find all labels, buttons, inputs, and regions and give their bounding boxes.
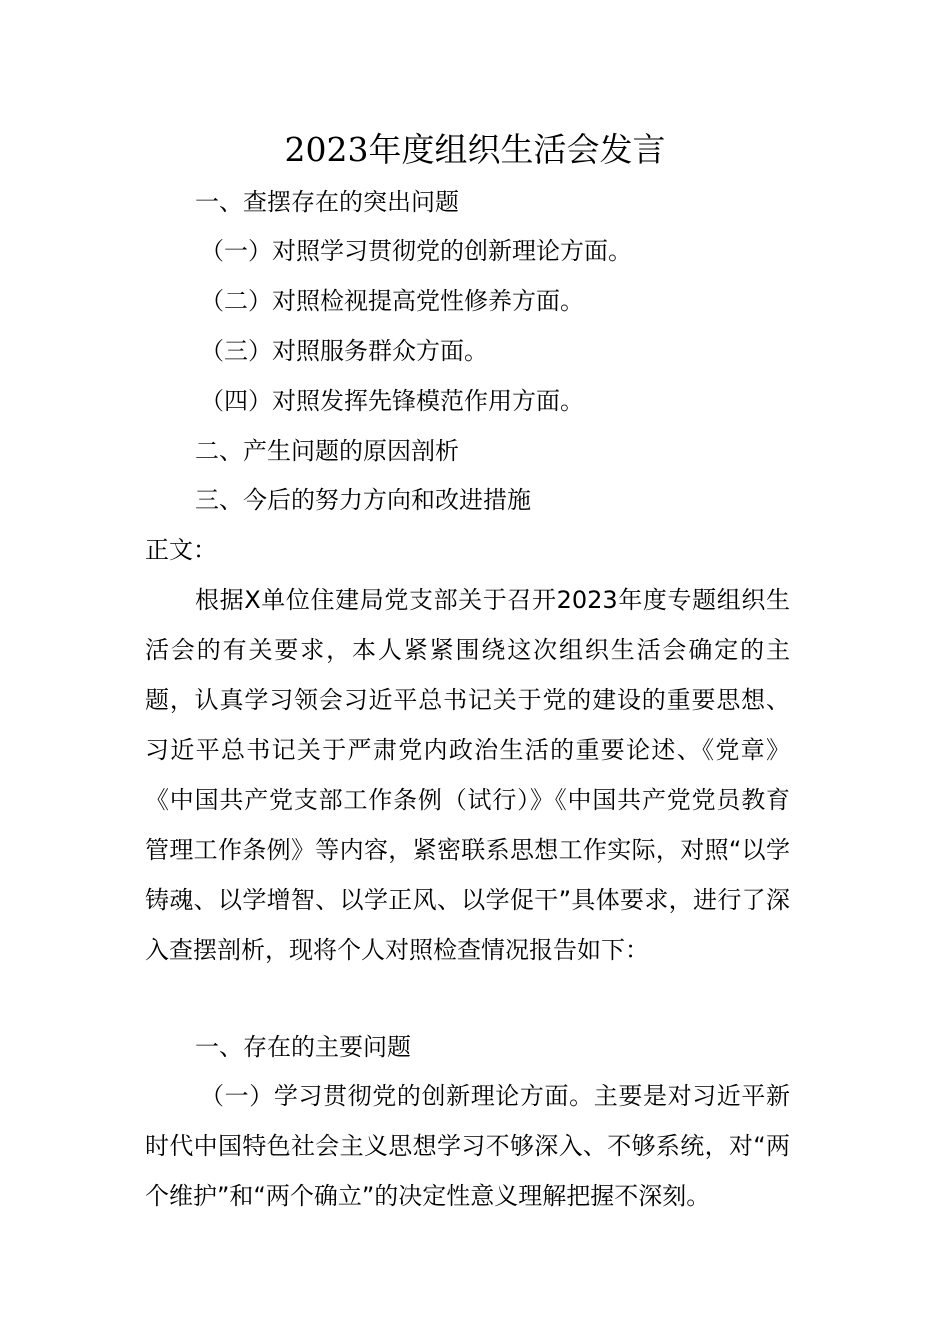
outline-item-2: （二）对照检视提高党性修养方面。 [200,287,584,315]
section-1-heading: 一、存在的主要问题 [195,1033,411,1061]
body-label: 正文： [145,536,217,564]
outline-item-3: （三）对照服务群众方面。 [200,337,488,365]
outline-item-4: （四）对照发挥先锋模范作用方面。 [200,387,584,415]
document-title: 2023年度组织生活会发言 [284,130,666,169]
outline-heading-1: 一、查摆存在的突出问题 [195,188,459,216]
outline-heading-2: 二、产生问题的原因剖析 [195,437,459,465]
section-1-paragraph: （一）学习贯彻党的创新理论方面。主要是对习近平新时代中国特色社会主义思想学习不够深入、不够系统，对“两个维护”和“两个确立”的决定性意义理解把握不深刻。 [145,1082,790,1210]
outline-heading-3: 三、今后的努力方向和改进措施 [195,486,531,514]
outline-item-1: （一）对照学习贯彻党的创新理论方面。 [200,237,632,265]
intro-paragraph: 根据X单位住建局党支部关于召开2023年度专题组织生活会的有关要求，本人紧紧围绕这次组织生活会确定的主题，认真学习领会习近平总书记关于党的建设的重要思想、习近平总书记关于严肃党内政治生活的重要论述、《党章》《中国共产党支部工作条例（试行）》《中国共产党党员教育管理工作条例》等内容，紧密联系思想工作实际，对照“以学铸魂、以学增智、以学正风、以学促干”具体要求，进行了深入查摆剖析，现将个人对照检查情况报告如下： [145,586,790,964]
